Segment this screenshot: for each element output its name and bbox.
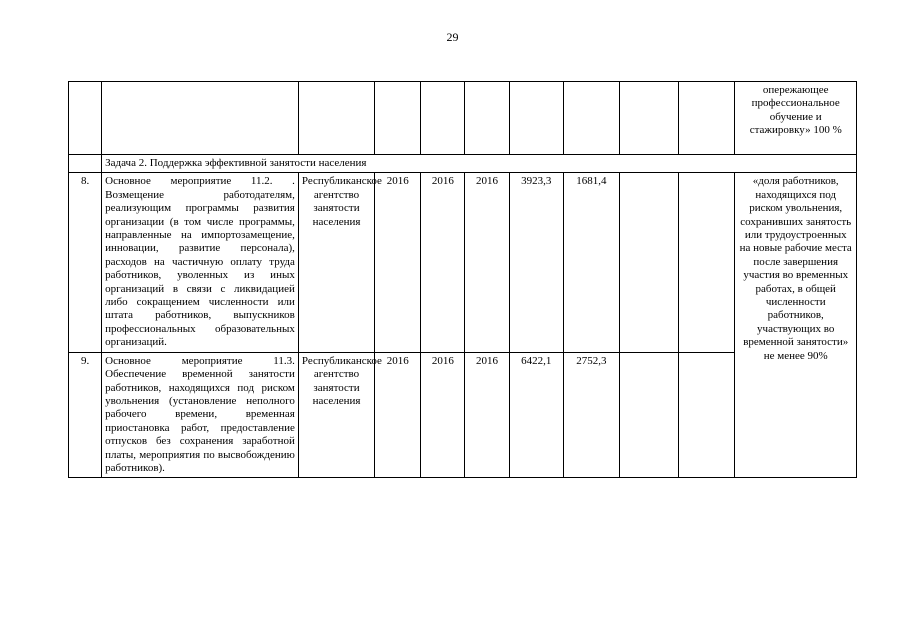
table-row: [69, 173, 857, 352]
executor: Республиканское агентство занятости населения: [298, 173, 374, 352]
cell-empty: [620, 352, 679, 478]
cell-empty: [421, 82, 465, 155]
cell-empty: [679, 173, 735, 352]
amount-part: 1681,4: [563, 173, 619, 352]
amount-total: 3923,3: [509, 173, 563, 352]
cell-empty: [298, 82, 374, 155]
cell-empty: [69, 82, 102, 155]
measure-description: Основное мероприятие 11.2. . Возмещение работодателям, реализующим программы развития организации (в том числе программы, направленные на импортозамещение, инновации, развитие персонала), расходов на частичную оплату труда работников, уволенных из иных организаций в связи с ликвидацией либо сокращением численности или штата работников, выпускников профессиональных образовательных организаций.: [102, 173, 299, 352]
cell-empty: [465, 82, 509, 155]
cell-empty: [69, 155, 102, 173]
cell-empty: [620, 173, 679, 352]
cell-empty: [563, 82, 619, 155]
year-start: 2016: [375, 352, 421, 478]
row-index: 8.: [69, 173, 102, 352]
executor: Республиканское агентство занятости населения: [298, 352, 374, 478]
year-end: 2016: [421, 352, 465, 478]
measure-description: Основное мероприятие 11.3. Обеспечение временной занятости работников, находящихся под риском увольнения (установление неполного рабочего времени, временная приостановка работ, предоставление отпусков без сохранения заработной платы, мероприятия по высвобождению работников).: [102, 352, 299, 478]
continuation-row: [69, 82, 857, 155]
amount-total: 6422,1: [509, 352, 563, 478]
cell-empty: [509, 82, 563, 155]
year-other: 2016: [465, 352, 509, 478]
cell-empty: [679, 352, 735, 478]
year-start: 2016: [375, 173, 421, 352]
cell-empty: [620, 82, 679, 155]
year-other: 2016: [465, 173, 509, 352]
measures-table: [68, 81, 857, 478]
task-row: [69, 155, 857, 173]
task-label: Задача 2. Поддержка эффективной занятости населения: [102, 155, 857, 173]
indicator-text: «доля работников, находящихся под риском увольнения, сохранивших занятость или трудоустроенных на новые рабочие места после завершения участия во временных работах, в общей численности работников, участвующих во временной занятости» не менее 90%: [735, 173, 857, 478]
year-end: 2016: [421, 173, 465, 352]
amount-part: 2752,3: [563, 352, 619, 478]
cell-empty: [375, 82, 421, 155]
cell-empty: [102, 82, 299, 155]
row-index: 9.: [69, 352, 102, 478]
continuation-indicator-cell: опережающее профессиональное обучение и стажировку» 100 %: [735, 82, 857, 155]
cell-empty: [679, 82, 735, 155]
page-number: 29: [446, 30, 459, 44]
